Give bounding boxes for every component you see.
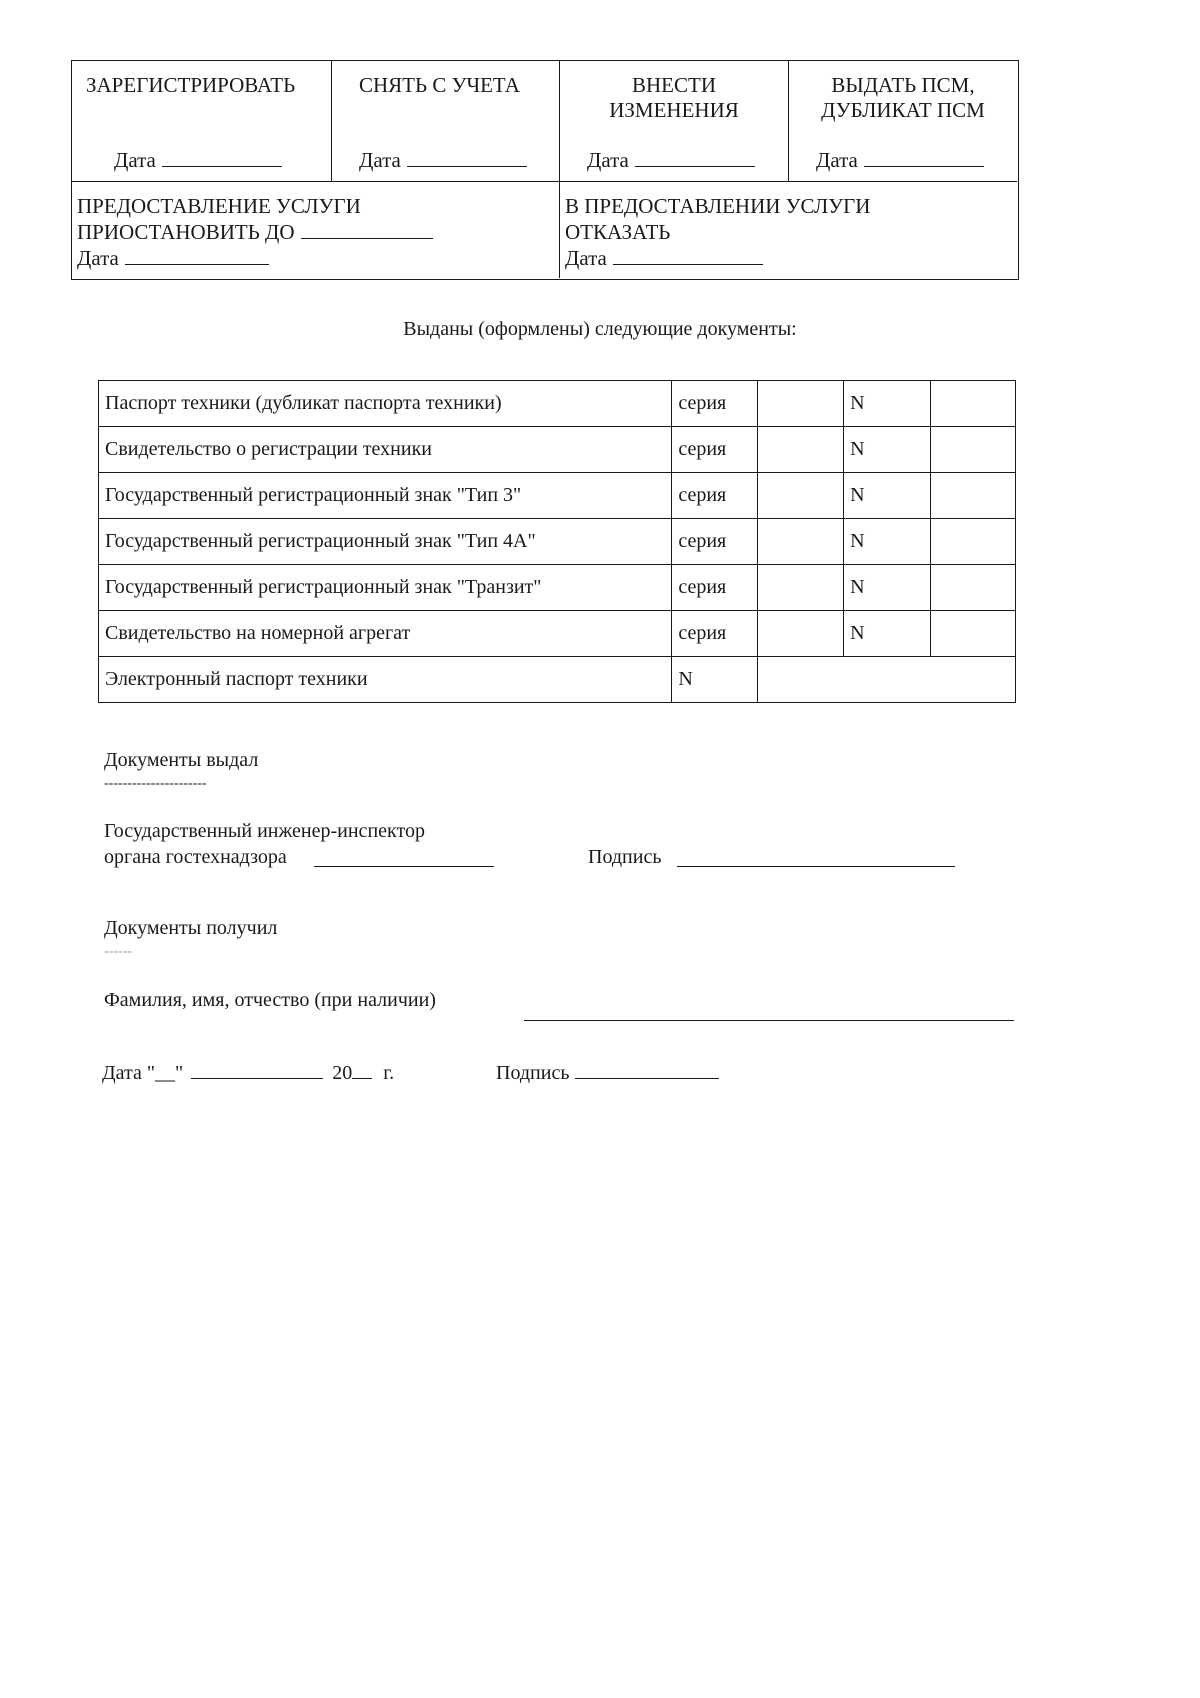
number-label: N bbox=[844, 565, 931, 611]
receiver-signature: Подпись bbox=[496, 1060, 719, 1085]
inspector-name-field[interactable] bbox=[314, 866, 494, 867]
inspector-signature-field[interactable] bbox=[677, 866, 955, 867]
inspector-line2: органа гостехнадзора bbox=[104, 846, 287, 868]
series-label: серия bbox=[672, 519, 758, 565]
issued-by-label: Документы выдал bbox=[104, 749, 259, 771]
document-name: Свидетельство о регистрации техники bbox=[99, 427, 672, 473]
number-label: N bbox=[844, 611, 931, 657]
series-label: серия bbox=[672, 381, 758, 427]
fio-field[interactable] bbox=[524, 1020, 1014, 1021]
amend-cell[interactable] bbox=[560, 61, 788, 181]
issue-psm-cell[interactable] bbox=[789, 61, 1017, 181]
number-label: N bbox=[844, 381, 931, 427]
inspector-line1: Государственный инженер-инспектор bbox=[104, 820, 425, 842]
number-value[interactable] bbox=[931, 519, 1016, 565]
number-label: N bbox=[844, 427, 931, 473]
series-value[interactable] bbox=[758, 381, 844, 427]
deregister-title: СНЯТЬ С УЧЕТА bbox=[359, 73, 520, 97]
refuse-date: Дата bbox=[565, 245, 1017, 271]
deregister-cell[interactable] bbox=[332, 61, 559, 181]
number-value[interactable] bbox=[931, 473, 1016, 519]
document-name: Паспорт техники (дубликат паспорта техники) bbox=[99, 381, 672, 427]
inspector-signature-label: Подпись bbox=[588, 846, 662, 868]
decision-table bbox=[71, 60, 1019, 280]
number-value[interactable] bbox=[931, 611, 1016, 657]
number-label: N bbox=[672, 657, 758, 703]
issue-psm-title: ВЫДАТЬ ПСМ, ДУБЛИКАТ ПСМ bbox=[821, 73, 985, 122]
receipt-date: Дата "__" 20 г. bbox=[102, 1062, 395, 1084]
number-value[interactable] bbox=[758, 657, 1016, 703]
table-row bbox=[99, 565, 1016, 611]
series-value[interactable] bbox=[758, 473, 844, 519]
series-value[interactable] bbox=[758, 565, 844, 611]
document-name: Государственный регистрационный знак "Транзит" bbox=[99, 565, 672, 611]
register-cell[interactable] bbox=[72, 61, 331, 181]
number-value[interactable] bbox=[931, 381, 1016, 427]
series-label: серия bbox=[672, 565, 758, 611]
table-row bbox=[99, 427, 1016, 473]
register-title: ЗАРЕГИСТРИРОВАТЬ bbox=[86, 73, 296, 97]
received-by-dashes: ------ bbox=[104, 944, 132, 959]
issue-psm-date: Дата bbox=[816, 148, 984, 173]
series-label: серия bbox=[672, 427, 758, 473]
series-value[interactable] bbox=[758, 427, 844, 473]
series-label: серия bbox=[672, 473, 758, 519]
table-row bbox=[99, 611, 1016, 657]
suspend-line1: ПРЕДОСТАВЛЕНИЕ УСЛУГИ bbox=[77, 194, 361, 218]
number-value[interactable] bbox=[931, 427, 1016, 473]
suspend-date: Дата bbox=[77, 245, 559, 271]
table-row bbox=[99, 519, 1016, 565]
refuse-cell[interactable] bbox=[560, 182, 1017, 278]
document-name: Свидетельство на номерной агрегат bbox=[99, 611, 672, 657]
fio-label: Фамилия, имя, отчество (при наличии) bbox=[104, 989, 436, 1011]
refuse-line2: ОТКАЗАТЬ bbox=[565, 220, 671, 244]
series-label: серия bbox=[672, 611, 758, 657]
suspend-cell[interactable] bbox=[72, 182, 559, 278]
document-name: Электронный паспорт техники bbox=[99, 657, 672, 703]
table-row bbox=[99, 657, 1016, 703]
series-value[interactable] bbox=[758, 519, 844, 565]
suspend-text bbox=[72, 182, 559, 271]
refuse-line1: В ПРЕДОСТАВЛЕНИИ УСЛУГИ bbox=[565, 194, 871, 218]
table-row bbox=[99, 473, 1016, 519]
suspend-line2: ПРИОСТАНОВИТЬ ДО bbox=[77, 219, 559, 245]
register-date: Дата bbox=[114, 148, 282, 173]
amend-title: ВНЕСТИ ИЗМЕНЕНИЯ bbox=[609, 73, 739, 122]
number-value[interactable] bbox=[931, 565, 1016, 611]
document-name: Государственный регистрационный знак "Тип 3" bbox=[99, 473, 672, 519]
table-row bbox=[99, 381, 1016, 427]
issued-by-dashes: ---------------------- bbox=[104, 776, 207, 791]
number-label: N bbox=[844, 519, 931, 565]
refuse-text bbox=[560, 182, 1017, 271]
deregister-date: Дата bbox=[359, 148, 527, 173]
document-name: Государственный регистрационный знак "Тип 4А" bbox=[99, 519, 672, 565]
amend-date: Дата bbox=[587, 148, 755, 173]
documents-table bbox=[98, 380, 1016, 703]
received-by-label: Документы получил bbox=[104, 917, 278, 939]
issued-documents-heading: Выданы (оформлены) следующие документы: bbox=[403, 318, 797, 340]
number-label: N bbox=[844, 473, 931, 519]
series-value[interactable] bbox=[758, 611, 844, 657]
